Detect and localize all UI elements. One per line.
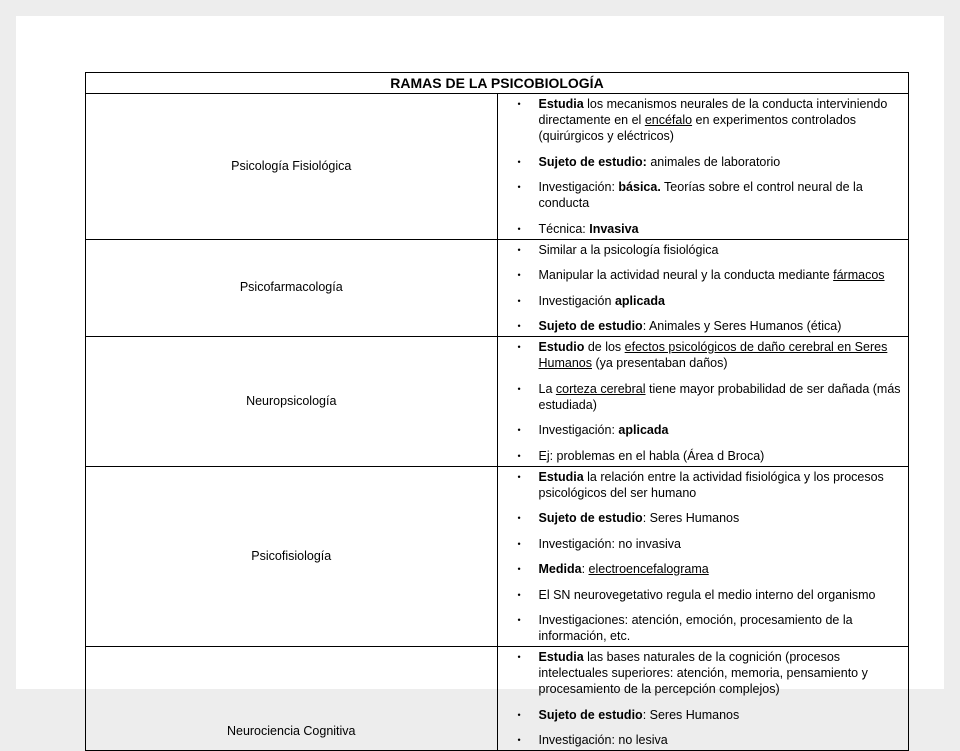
- bullet-item: [539, 221, 905, 237]
- bullet-list: [498, 647, 909, 748]
- bullet-text-segment: los mecanismos neurales de la conducta interviniendo directamente en el: [538, 97, 888, 127]
- bullet-item: [539, 707, 905, 723]
- bullet-text-segment: Estudio: [538, 340, 585, 354]
- branch-name: Psicología Fisiológica: [86, 94, 498, 240]
- branch-description: [497, 337, 909, 467]
- bullet-item: [539, 612, 905, 644]
- branch-name: Psicofisiología: [86, 466, 498, 647]
- bullet-item: [539, 267, 905, 283]
- bullet-item: [539, 510, 905, 526]
- bullet-item: [539, 649, 905, 697]
- branch-row: [86, 466, 909, 647]
- bullet-text-segment: Sujeto de estudio: [538, 707, 643, 722]
- bullet-text-segment: Sujeto de estudio: [538, 511, 643, 525]
- bullet-item: [539, 318, 905, 334]
- bullet-item: [539, 242, 905, 258]
- branch-row: [86, 94, 909, 240]
- bullet-item: [539, 561, 905, 577]
- bullet-text-segment: : Animales y Seres Humanos (ética): [642, 319, 842, 333]
- bullet-text-segment: aplicada: [614, 293, 665, 308]
- bullet-text-segment: Medida: [538, 562, 582, 576]
- bullet-item: [539, 179, 905, 211]
- bullet-item: [539, 339, 905, 371]
- branch-description: [497, 239, 909, 337]
- branch-name: Psicofarmacología: [86, 239, 498, 337]
- bullet-text-segment: electroencefalograma: [588, 562, 709, 576]
- bullet-text-segment: animales de laboratorio: [646, 154, 781, 169]
- bullet-item: [539, 448, 905, 464]
- bullet-item: [539, 381, 905, 413]
- bullet-text-segment: Estudia: [538, 97, 584, 111]
- bullet-item: [539, 732, 905, 748]
- bullet-text-segment: Ej: problemas en el habla (Área d Broca): [538, 448, 765, 463]
- bullet-text-segment: tiene mayor probabilidad de ser dañada (más estudiada): [538, 381, 901, 412]
- bullet-text-segment: : Seres Humanos: [642, 511, 740, 525]
- bullet-text-segment: Estudia: [538, 469, 584, 484]
- bullet-text-segment: Sujeto de estudio:: [538, 154, 647, 169]
- bullet-list: [498, 337, 909, 464]
- table-title: RAMAS DE LA PSICOBIOLOGÍA: [86, 73, 909, 94]
- bullet-text-segment: Investigación: [538, 293, 615, 308]
- bullet-text-segment: El SN neurovegetativo regula el medio interno del organismo: [538, 587, 876, 602]
- bullet-list: [498, 94, 909, 237]
- bullet-text-segment: : Seres Humanos: [642, 707, 740, 722]
- bullet-text-segment: Investigación: no invasiva: [538, 536, 681, 551]
- bullet-text-segment: la relación entre la actividad fisiológica y los procesos psicológicos del ser humano: [538, 469, 884, 500]
- bullet-text-segment: encéfalo: [644, 113, 693, 127]
- bullet-text-segment: Técnica:: [538, 221, 590, 236]
- bullet-item: [539, 469, 905, 501]
- bullet-list: [498, 467, 909, 645]
- branch-name: Neurociencia Cognitiva: [86, 647, 498, 751]
- bullet-text-segment: corteza cerebral: [555, 381, 646, 396]
- branches-table: [85, 72, 909, 751]
- branch-description: [497, 466, 909, 647]
- table-title-row: [86, 73, 909, 94]
- bullet-item: [539, 96, 905, 144]
- bullet-text-segment: Sujeto de estudio: [538, 319, 643, 333]
- bullet-item: [539, 422, 905, 438]
- bullet-text-segment: Teorías sobre el control neural de la conducta: [538, 180, 863, 210]
- bullet-text-segment: aplicada: [618, 423, 669, 437]
- bullet-text-segment: Invasiva: [589, 221, 639, 236]
- branch-description: [497, 647, 909, 751]
- bullet-text-segment: :: [581, 562, 589, 576]
- bullet-text-segment: (ya presentaban daños): [592, 356, 728, 370]
- bullet-text-segment: en experimentos controlados (quirúrgicos y eléctricos): [538, 113, 857, 143]
- bullet-text-segment: Investigación: no lesiva: [538, 733, 668, 747]
- bullet-text-segment: Similar a la psicología fisiológica: [538, 242, 719, 257]
- bullet-item: [539, 293, 905, 309]
- bullet-text-segment: Investigación:: [538, 180, 619, 194]
- branch-row: [86, 647, 909, 751]
- branch-row: [86, 239, 909, 337]
- bullet-text-segment: las bases naturales de la cognición (procesos intelectuales superiores: atención, memoria, pensamiento y procesamiento de la percepción complejos): [538, 650, 868, 696]
- document-page: [16, 16, 944, 747]
- branch-description: [497, 94, 909, 240]
- bullet-text-segment: efectos psicológicos de daño cerebral en Seres Humanos: [538, 340, 888, 370]
- bullet-text-segment: La: [538, 381, 556, 396]
- bullet-text-segment: fármacos: [833, 268, 885, 282]
- bullet-list: [498, 240, 909, 335]
- bullet-text-segment: Investigación:: [538, 423, 619, 437]
- bullet-text-segment: Investigaciones: atención, emoción, procesamiento de la información, etc.: [538, 613, 853, 643]
- bullet-text-segment: básica.: [618, 180, 661, 194]
- bullet-text-segment: Manipular la actividad neural y la conducta mediante: [538, 268, 834, 282]
- branch-row: [86, 337, 909, 467]
- bullet-item: [539, 536, 905, 552]
- branch-name: Neuropsicología: [86, 337, 498, 467]
- bullet-item: [539, 154, 905, 170]
- bullet-text-segment: Estudia: [538, 650, 584, 664]
- bullet-text-segment: de los: [584, 340, 625, 354]
- bullet-item: [539, 587, 905, 603]
